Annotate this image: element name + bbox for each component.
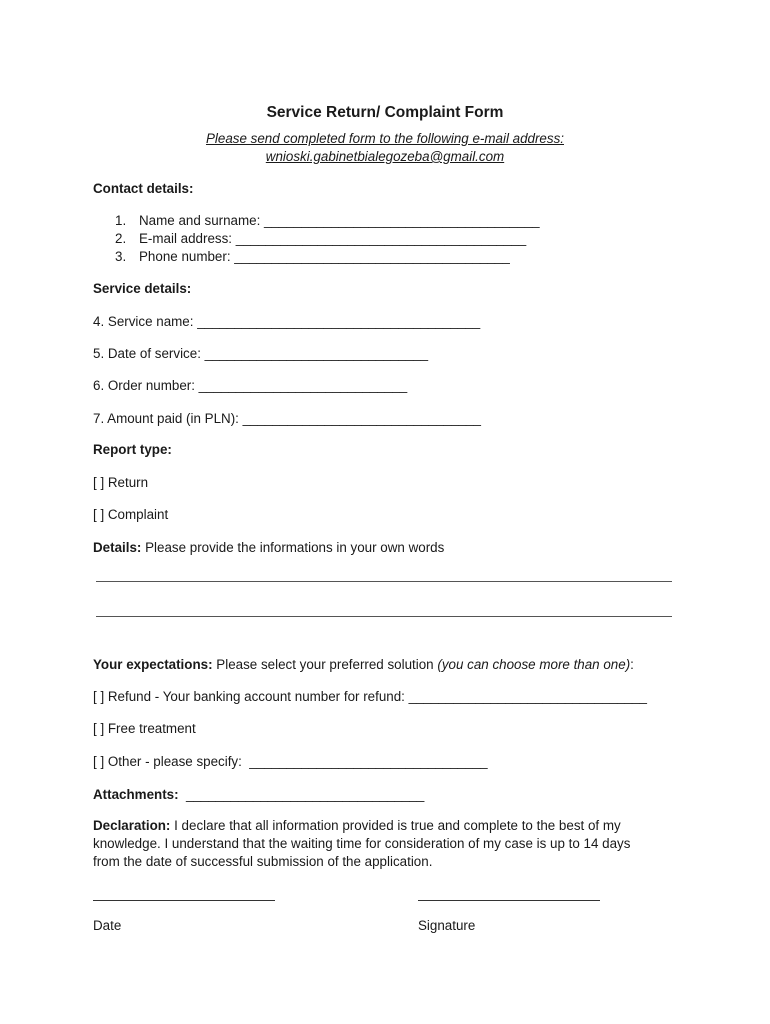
phone-field[interactable]: Phone number: _____________________________________	[139, 249, 510, 264]
declaration-text-1: I declare that all information provided is true and complete to the best of my	[170, 818, 621, 833]
name-surname-field[interactable]: Name and surname: _____________________________________	[139, 213, 540, 228]
details-prompt	[93, 540, 444, 555]
expectations-prompt	[93, 657, 634, 672]
report-type-heading: Report type:	[93, 442, 172, 457]
date-label: Date	[93, 918, 122, 933]
details-label: Details:	[93, 540, 142, 555]
return-checkbox[interactable]: [ ] Return	[93, 475, 149, 490]
list-item-number: 1.	[115, 213, 127, 228]
attachments-row	[93, 787, 424, 802]
instruction-text: Please send completed form to the following e-mail address:	[205, 131, 564, 146]
email-field[interactable]: E-mail address: _______________________________________	[139, 231, 527, 246]
free-treatment-checkbox[interactable]: [ ] Free treatment	[93, 721, 196, 736]
declaration-line-3: from the date of successful submission of the application.	[93, 854, 433, 869]
details-text: Please provide the informations in your own words	[141, 540, 445, 555]
attachments-label: Attachments:	[93, 787, 179, 802]
declaration-line-2: knowledge. I understand that the waiting time for consideration of my case is up to 14 days	[93, 836, 631, 851]
email-address-link[interactable]: wnioski.gabinetbialegozeba@gmail.com	[265, 149, 505, 164]
signature-label: Signature	[418, 918, 476, 933]
expectations-colon: :	[630, 657, 634, 672]
refund-checkbox[interactable]: [ ] Refund - Your banking account number for refund: ________________________________	[93, 689, 647, 704]
date-line[interactable]	[93, 900, 275, 901]
signature-line[interactable]	[418, 900, 600, 901]
form-title: Service Return/ Complaint Form	[266, 104, 504, 121]
attachments-field[interactable]: ________________________________	[178, 787, 425, 802]
details-answer-line-2[interactable]	[96, 616, 672, 617]
expectations-text: Please select your preferred solution	[212, 657, 438, 672]
details-answer-line-1[interactable]	[96, 581, 672, 582]
declaration-label: Declaration:	[93, 818, 171, 833]
list-item-number: 3.	[115, 249, 127, 264]
complaint-checkbox[interactable]: [ ] Complaint	[93, 507, 169, 522]
amount-paid-field[interactable]: 7. Amount paid (in PLN): ________________________________	[93, 411, 481, 426]
expectations-label: Your expectations:	[93, 657, 213, 672]
declaration-line-1	[93, 818, 621, 833]
service-name-field[interactable]: 4. Service name: ______________________________________	[93, 314, 481, 329]
service-details-heading: Service details:	[93, 281, 192, 296]
expectations-note: (you can choose more than one)	[437, 657, 631, 672]
date-of-service-field[interactable]: 5. Date of service: ______________________________	[93, 346, 429, 361]
list-item-number: 2.	[115, 231, 127, 246]
contact-details-heading: Contact details:	[93, 181, 194, 196]
other-checkbox[interactable]: [ ] Other - please specify: ________________________________	[93, 754, 488, 769]
order-number-field[interactable]: 6. Order number: ____________________________	[93, 378, 408, 393]
